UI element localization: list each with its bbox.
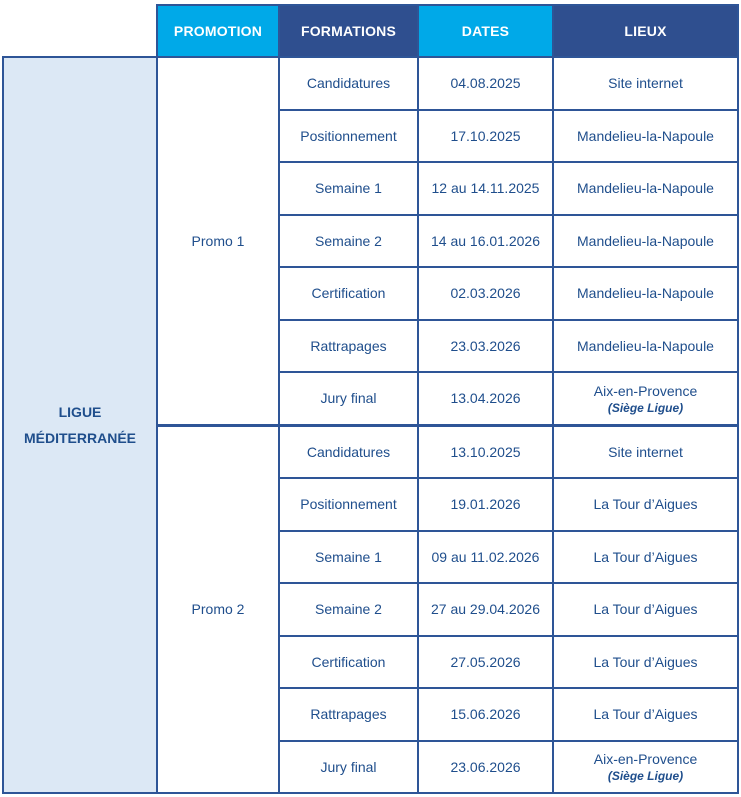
formation-cell: Rattrapages xyxy=(279,688,418,741)
lieu-name: La Tour d’Aigues xyxy=(593,548,698,565)
lieu-name: La Tour d’Aigues xyxy=(593,601,698,618)
header-lieux: LIEUX xyxy=(553,5,738,57)
header-dates: DATES xyxy=(418,5,553,57)
formation-cell: Candidatures xyxy=(279,57,418,110)
formation-cell: Candidatures xyxy=(279,425,418,478)
date-cell: 13.10.2025 xyxy=(418,425,553,478)
table-row xyxy=(3,57,738,110)
lieu-cell xyxy=(553,478,738,531)
lieu-name: Mandelieu-la-Napoule xyxy=(577,180,714,197)
date-cell: 02.03.2026 xyxy=(418,267,553,320)
date-cell: 23.03.2026 xyxy=(418,320,553,373)
lieu-name: La Tour d’Aigues xyxy=(593,496,698,513)
formation-cell: Jury final xyxy=(279,741,418,794)
date-cell: 17.10.2025 xyxy=(418,110,553,163)
lieu-cell xyxy=(553,425,738,478)
schedule-body xyxy=(3,57,738,793)
lieu-name: Mandelieu-la-Napoule xyxy=(577,285,714,302)
date-cell: 04.08.2025 xyxy=(418,57,553,110)
promo-name: Promo 1 xyxy=(157,57,279,425)
formation-cell: Semaine 2 xyxy=(279,215,418,268)
region-name-line2: MÉDITERRANÉE xyxy=(23,430,136,446)
schedule-table xyxy=(2,4,739,794)
lieu-cell xyxy=(553,688,738,741)
lieu-cell xyxy=(553,741,738,794)
lieu-name: La Tour d’Aigues xyxy=(593,653,698,670)
formation-cell: Certification xyxy=(279,636,418,689)
formation-cell: Rattrapages xyxy=(279,320,418,373)
lieu-cell xyxy=(553,110,738,163)
promo-name: Promo 2 xyxy=(157,425,279,793)
lieu-cell xyxy=(553,57,738,110)
lieu-cell xyxy=(553,583,738,636)
date-cell: 09 au 11.02.2026 xyxy=(418,531,553,584)
lieu-cell xyxy=(553,531,738,584)
lieu-cell xyxy=(553,320,738,373)
lieu-name: Mandelieu-la-Napoule xyxy=(577,232,714,249)
header-promotion: PROMOTION xyxy=(157,5,279,57)
lieu-name: Site internet xyxy=(608,75,683,92)
date-cell: 19.01.2026 xyxy=(418,478,553,531)
lieu-cell xyxy=(553,267,738,320)
date-cell: 27.05.2026 xyxy=(418,636,553,689)
formation-cell: Positionnement xyxy=(279,110,418,163)
date-cell: 14 au 16.01.2026 xyxy=(418,215,553,268)
formation-cell: Certification xyxy=(279,267,418,320)
lieu-name: Aix-en-Provence xyxy=(593,382,698,399)
header-formations: FORMATIONS xyxy=(279,5,418,57)
lieu-name: Mandelieu-la-Napoule xyxy=(577,337,714,354)
lieu-name: La Tour d’Aigues xyxy=(593,706,698,723)
formation-cell: Semaine 1 xyxy=(279,162,418,215)
lieu-cell xyxy=(553,162,738,215)
date-cell: 27 au 29.04.2026 xyxy=(418,583,553,636)
date-cell: 13.04.2026 xyxy=(418,372,553,425)
lieu-note: (Siège Ligue) xyxy=(607,769,684,784)
formation-cell: Semaine 1 xyxy=(279,531,418,584)
lieu-name: Mandelieu-la-Napoule xyxy=(577,127,714,144)
formation-cell: Semaine 2 xyxy=(279,583,418,636)
lieu-name: Aix-en-Provence xyxy=(593,751,698,768)
date-cell: 15.06.2026 xyxy=(418,688,553,741)
empty-corner xyxy=(3,5,157,57)
region-cell xyxy=(3,57,157,793)
date-cell: 23.06.2026 xyxy=(418,741,553,794)
date-cell: 12 au 14.11.2025 xyxy=(418,162,553,215)
header-row xyxy=(3,5,738,57)
lieu-cell xyxy=(553,215,738,268)
formation-cell: Jury final xyxy=(279,372,418,425)
lieu-cell xyxy=(553,372,738,425)
region-name-line1: LIGUE xyxy=(58,404,102,420)
lieu-cell xyxy=(553,636,738,689)
lieu-note: (Siège Ligue) xyxy=(607,400,684,415)
lieu-name: Site internet xyxy=(608,443,683,460)
formation-cell: Positionnement xyxy=(279,478,418,531)
